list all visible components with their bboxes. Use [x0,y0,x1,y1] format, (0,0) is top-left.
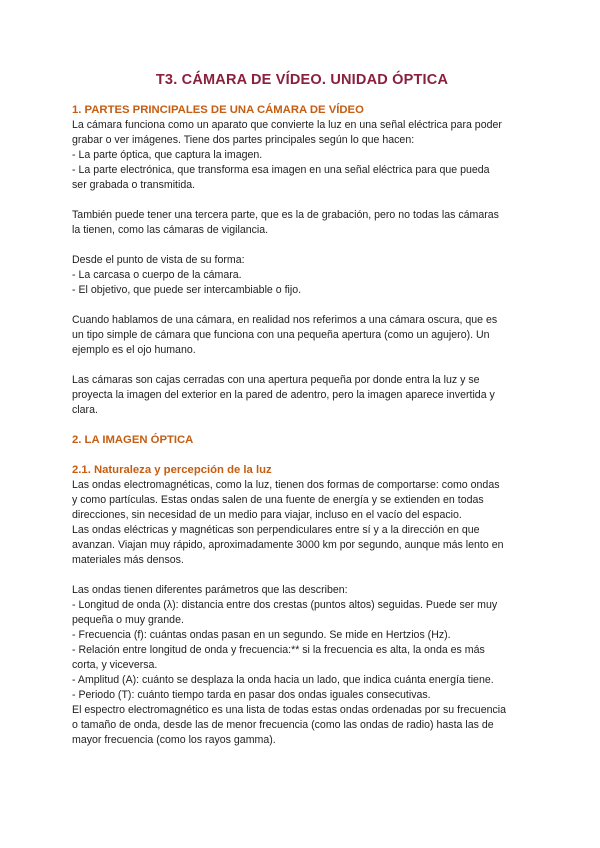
text-line: El espectro electromagnético es una lista de todas estas ondas ordenadas por su frecuencia [72,704,507,716]
text-line: - Relación entre longitud de onda y frecuencia:** si la frecuencia es alta, la onda es más [72,644,485,656]
section-2-heading: 2. LA IMAGEN ÓPTICA [72,434,194,446]
text-line: y como partículas. Estas ondas salen de una fuente de energía y se extienden en todas [72,494,484,506]
section-1-para-3 [72,253,532,298]
text-line: ser grabada o transmitida. [72,179,196,191]
text-line: proyecta la imagen del exterior en la pared de adentro, pero la imagen aparece invertida y [72,389,495,401]
text-line: o tamaño de onda, desde las de menor frecuencia (como las ondas de radio) hasta las de [72,719,494,731]
text-line: - El objetivo, que puede ser intercambiable o fijo. [72,284,302,296]
text-line: Las ondas tienen diferentes parámetros que las describen: [72,584,348,596]
text-line: - La parte óptica, que captura la imagen. [72,149,263,161]
text-line: direcciones, sin necesidad de un medio para viajar, incluso en el vacío del espacio. [72,509,462,521]
section-1-intro [72,118,532,193]
section-1-para-5 [72,373,532,418]
text-line: Cuando hablamos de una cámara, en realidad nos referimos a una cámara oscura, que es [72,314,498,326]
text-line: clara. [72,404,98,416]
text-line: - Amplitud (A): cuánto se desplaza la onda hacia un lado, que indica cuánta energía tiene. [72,674,494,686]
text-line: ejemplo es el ojo humano. [72,344,196,356]
text-line: También puede tener una tercera parte, que es la de grabación, pero no todas las cámaras [72,209,499,221]
text-line: la tienen, como las cámaras de vigilancia. [72,224,269,236]
text-line: pequeña o muy grande. [72,614,184,626]
text-line: un tipo simple de cámara que funciona con una pequeña apertura (como un agujero). Un [72,329,490,341]
text-line: Las ondas electromagnéticas, como la luz, tienen dos formas de comportarse: como ondas [72,479,500,491]
text-line: corta, y viceversa. [72,659,158,671]
text-line: - Longitud de onda (λ): distancia entre dos crestas (puntos altos) seguidas. Puede ser muy [72,599,498,611]
document-page [72,70,532,748]
text-line: Las cámaras son cajas cerradas con una apertura pequeña por donde entra la luz y se [72,374,480,386]
text-line: - La carcasa o cuerpo de la cámara. [72,269,242,281]
text-line: - La parte electrónica, que transforma esa imagen en una señal eléctrica para que pueda [72,164,490,176]
text-line: - Periodo (T): cuánto tiempo tarda en pasar dos ondas iguales consecutivas. [72,689,431,701]
section-1-heading: 1. PARTES PRINCIPALES DE UNA CÁMARA DE VÍDEO [72,104,364,116]
text-line: - Frecuencia (f): cuántas ondas pasan en un segundo. Se mide en Hertzios (Hz). [72,629,451,641]
text-line: grabar o ver imágenes. Tiene dos partes principales según lo que hacen: [72,134,415,146]
section-1-para-4 [72,313,532,358]
subsection-2-1-heading: 2.1. Naturaleza y percepción de la luz [72,464,272,476]
wave-parameters [72,583,532,748]
text-line: Las ondas eléctricas y magnéticas son perpendiculares entre sí y a la dirección en que [72,524,480,536]
text-line: materiales más densos. [72,554,184,566]
page-title: T3. CÁMARA DE VÍDEO. UNIDAD ÓPTICA [155,72,449,88]
text-line: Desde el punto de vista de su forma: [72,254,245,266]
section-1-para-2 [72,208,532,238]
text-line: La cámara funciona como un aparato que convierte la luz en una señal eléctrica para poder [72,119,502,131]
text-line: avanzan. Viajan muy rápido, aproximadamente 3000 km por segundo, aunque más lento en [72,539,504,551]
subsection-2-1-body [72,478,532,568]
text-line: mayor frecuencia (como los rayos gamma). [72,734,276,746]
